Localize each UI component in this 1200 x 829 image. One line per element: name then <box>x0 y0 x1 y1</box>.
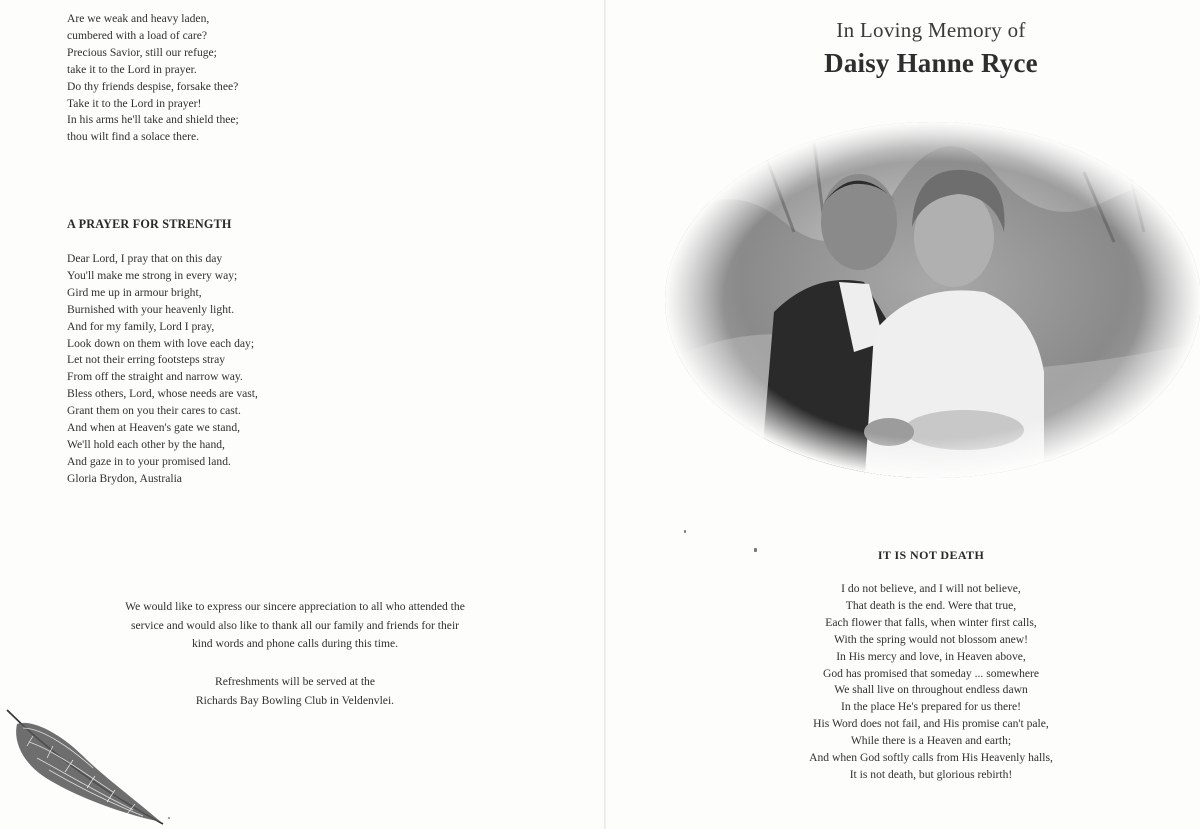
prayer-line: Grant them on you their cares to cast. <box>67 404 241 418</box>
verse-line: thou wilt find a solace there. <box>67 130 199 144</box>
verse-line: Are we weak and heavy laden, <box>67 12 210 25</box>
poem-body <box>606 581 1200 784</box>
verse-line: take it to the Lord in prayer. <box>67 62 197 76</box>
poem-line: In His mercy and love, in Heaven above, <box>836 649 1026 663</box>
prayer-line: Gird me up in armour bright, <box>67 285 202 299</box>
prayer-line: We'll hold each other by the hand, <box>67 437 225 451</box>
poem-line: That death is the end. Were that true, <box>845 598 1017 612</box>
right-panel <box>606 0 1200 829</box>
scan-speck <box>684 530 686 533</box>
poem-line: It is not death, but glorious rebirth! <box>849 767 1013 781</box>
poem-line: God has promised that someday ... somewhere <box>822 666 1040 680</box>
prayer-line: You'll make me strong in every way; <box>67 268 238 282</box>
verse-line: Precious Savior, still our refuge; <box>67 45 217 59</box>
prayer-author: Gloria Brydon, Australia <box>67 471 182 485</box>
opening-verse <box>67 11 367 146</box>
poem-line: In the place He's prepared for us there! <box>840 700 1022 714</box>
couple-photo <box>664 112 1200 492</box>
refreshments-line: Refreshments will be served at the <box>214 675 375 688</box>
prayer-title: A PRAYER FOR STRENGTH <box>67 217 232 231</box>
poem-line: Each flower that falls, when winter first calls, <box>825 615 1037 629</box>
thanks-line: We would like to express our sincere appreciation to all who attended the <box>125 600 465 613</box>
verse-line: cumbered with a load of care? <box>67 28 208 42</box>
thanks-line: kind words and phone calls during this time. <box>191 637 399 650</box>
feather-icon <box>3 706 173 828</box>
verse-line: In his arms he'll take and shield thee; <box>67 113 239 127</box>
refreshments-line: Richards Bay Bowling Club in Veldenvlei. <box>195 693 395 707</box>
verse-line: Do thy friends despise, forsake thee? <box>67 79 239 93</box>
prayer-line: Burnished with your heavenly light. <box>67 302 235 316</box>
poem-line: His Word does not fail, and His promise can't pale, <box>813 717 1049 731</box>
thanks-message <box>70 598 520 654</box>
prayer-line: Dear Lord, I pray that on this day <box>67 252 223 265</box>
poem-line: While there is a Heaven and earth; <box>850 734 1012 748</box>
prayer-line: And when at Heaven's gate we stand, <box>67 421 241 435</box>
verse-line: Take it to the Lord in prayer! <box>67 96 202 110</box>
deceased-name: Daisy Hanne Ryce <box>824 48 1038 78</box>
prayer-line: And for my family, Lord I pray, <box>67 319 215 333</box>
poem-line: I do not believe, and I will not believe, <box>841 582 1021 595</box>
thanks-line: service and would also like to thank all our family and friends for their <box>130 618 460 632</box>
memory-heading: In Loving Memory of <box>836 18 1026 42</box>
prayer-line: Bless others, Lord, whose needs are vast, <box>67 387 258 401</box>
poem-line: We shall live on throughout endless dawn <box>834 683 1028 697</box>
poem-line: And when God softly calls from His Heavenly halls, <box>809 751 1053 765</box>
scan-speck <box>754 548 757 552</box>
refreshments-notice <box>70 673 520 710</box>
poem-line: With the spring would not blossom anew! <box>833 632 1029 646</box>
prayer-line: Look down on them with love each day; <box>67 336 255 350</box>
prayer-line: Let not their erring footsteps stray <box>67 353 226 367</box>
poem-title: IT IS NOT DEATH <box>877 548 985 562</box>
prayer-body <box>67 251 387 488</box>
prayer-line: And gaze in to your promised land. <box>67 454 231 468</box>
prayer-line: From off the straight and narrow way. <box>67 370 243 384</box>
